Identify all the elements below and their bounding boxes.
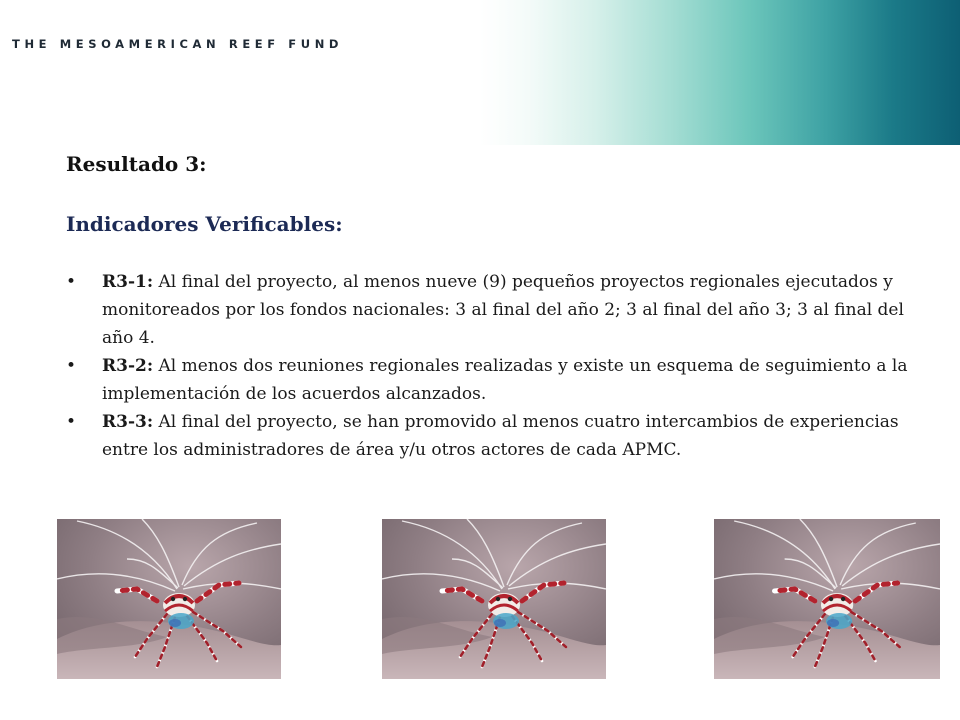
bullet-icon: • <box>66 272 77 292</box>
shrimp-photo <box>382 519 606 679</box>
indicator-list <box>66 268 936 464</box>
brand-logo-text: THE MESOAMERICAN REEF FUND <box>12 37 344 51</box>
indicator-code: R3-3: <box>102 412 154 432</box>
indicators-heading: Indicadores Verificables: <box>66 212 343 236</box>
indicator-item-r3-2 <box>66 352 936 408</box>
result-heading: Resultado 3: <box>66 152 207 176</box>
indicator-text: Al final del proyecto, se han promovido al menos cuatro intercambios de experiencias entre los administradores de área y/u otros actores de cada APMC. <box>102 412 899 460</box>
indicator-text: Al final del proyecto, al menos nueve (9) pequeños proyectos regionales ejecutados y monitoreados por los fondos nacionales: 3 al final del año 2; 3 al final del año 3; 3 al final del año 4. <box>102 272 904 348</box>
header-banner <box>0 0 960 145</box>
indicator-item-r3-3 <box>66 408 936 464</box>
shrimp-illustration <box>714 519 940 679</box>
bullet-icon: • <box>66 356 77 376</box>
indicator-item-r3-1 <box>66 268 936 352</box>
shrimp-photo <box>714 519 940 679</box>
shrimp-photo <box>57 519 281 679</box>
bullet-icon: • <box>66 412 77 432</box>
shrimp-illustration <box>382 519 606 679</box>
indicator-text: Al menos dos reuniones regionales realizadas y existe un esquema de seguimiento a la implementación de los acuerdos alcanzados. <box>102 356 908 404</box>
indicator-code: R3-2: <box>102 356 154 376</box>
indicator-code: R3-1: <box>102 272 154 292</box>
shrimp-illustration <box>57 519 281 679</box>
